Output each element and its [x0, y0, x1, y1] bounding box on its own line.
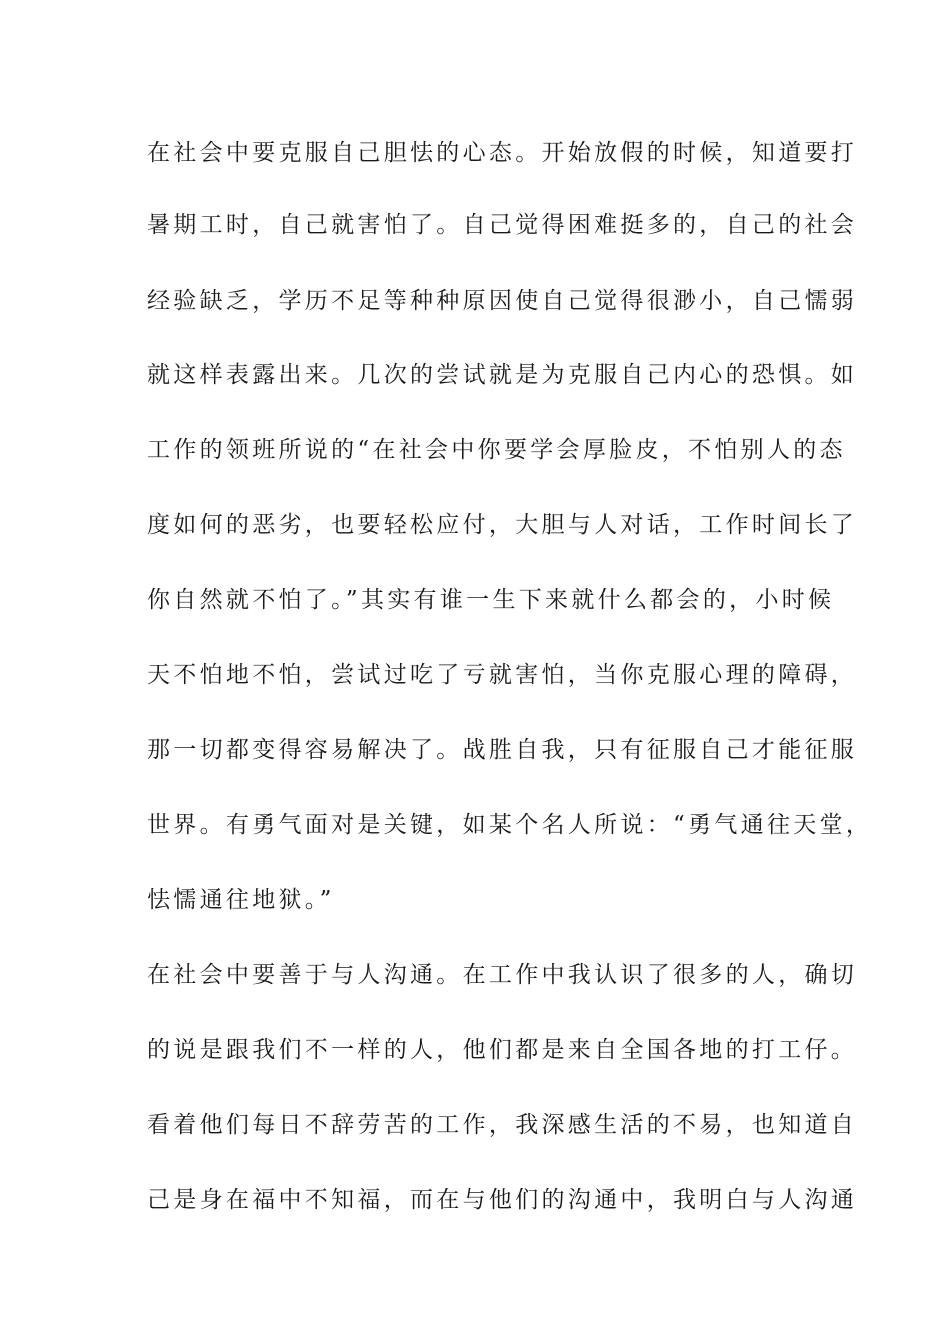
text-line: 在社会中要善于与人沟通。在工作中我认识了很多的人，确切	[147, 962, 858, 988]
text-line: 的说是跟我们不一样的人，他们都是来自全国各地的打工仔。	[147, 1037, 858, 1063]
text-line: 看着他们每日不辞劳苦的工作，我深感生活的不易，也知道自	[147, 1112, 858, 1138]
text-line: 己是身在福中不知福，而在与他们的沟通中，我明白与人沟通	[147, 1187, 858, 1213]
text-line: 在社会中要克服自己胆怯的心态。开始放假的时候，知道要打	[147, 140, 858, 166]
text-line: 度如何的恶劣，也要轻松应付，大胆与人对话，工作时间长了	[147, 512, 858, 538]
text-line: 你自然就不怕了。”其实有谁一生下来就什么都会的，小时候	[147, 587, 835, 613]
text-line: 暑期工时，自己就害怕了。自己觉得困难挺多的，自己的社会	[147, 212, 858, 238]
text-line: 世界。有勇气面对是关键，如某个名人所说：“勇气通往天堂，	[147, 812, 873, 838]
text-line: 天不怕地不怕，尝试过吃了亏就害怕，当你克服心理的障碍，	[147, 662, 858, 688]
text-line: 经验缺乏，学历不足等种种原因使自己觉得很渺小，自己懦弱	[147, 288, 858, 314]
text-line: 怯懦通往地狱。”	[147, 887, 335, 913]
text-line: 就这样表露出来。几次的尝试就是为克服自己内心的恐惧。如	[147, 362, 858, 388]
text-line: 工作的领班所说的“在社会中你要学会厚脸皮，不怕别人的态	[147, 437, 846, 463]
text-line: 那一切都变得容易解决了。战胜自我，只有征服自己才能征服	[147, 737, 858, 763]
